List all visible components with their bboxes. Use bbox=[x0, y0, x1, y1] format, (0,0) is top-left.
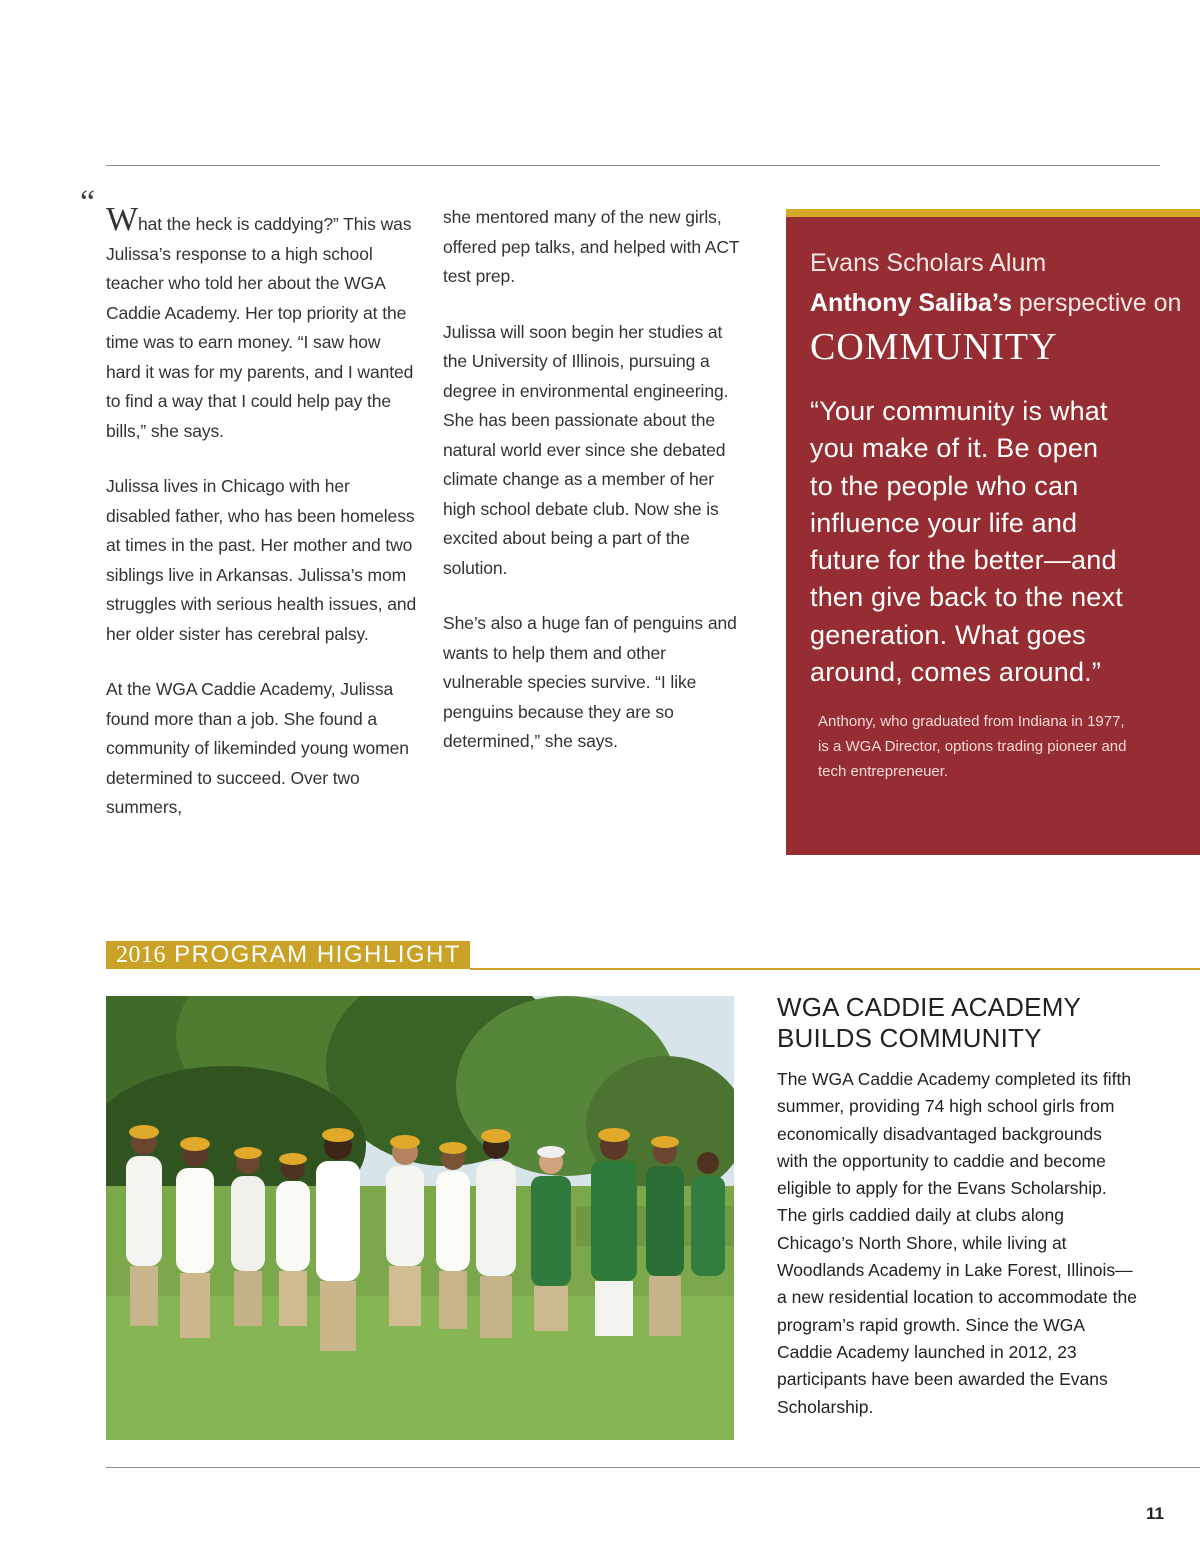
drop-cap: W bbox=[106, 201, 138, 238]
open-quote-mark: “ bbox=[80, 184, 96, 221]
article-paragraph-2: Julissa lives in Chicago with her disabled father, who has been homeless at times in the past. Her mother and two siblings live in Arkansas. Julissa’s mom struggles with serious health issues, and her older sister has cerebral palsy. bbox=[106, 476, 417, 644]
sidebar-intro: Evans Scholars Alum Anthony Saliba’s perspective on bbox=[810, 249, 1182, 317]
article-paragraph-3: At the WGA Caddie Academy, Julissa found more than a job. She found a community of likeminded young women determined to succeed. Over two summers, bbox=[106, 679, 409, 817]
sidebar-bio: Anthony, who graduated from Indiana in 1977, is a WGA Director, options trading pioneer and tech entrepreneuer. bbox=[818, 713, 1127, 780]
article-paragraph-4: she mentored many of the new girls, offered pep talks, and helped with ACT test prep. bbox=[443, 207, 740, 286]
page-number: 11 bbox=[1146, 1504, 1164, 1523]
highlight-rule bbox=[470, 968, 1200, 970]
program-highlight-tag bbox=[106, 941, 470, 969]
highlight-body: The WGA Caddie Academy completed its fifth summer, providing 74 high school girls from economically disadvantaged backgrounds with the opportunity to caddie and become eligible to apply for the Evans Scholarship. The girls caddied daily at clubs along Chicago’s North Shore, while living at Woodlands Academy in Lake Forest, Illinois—a new residential location to accommodate the program’s rapid growth. Since the WGA Caddie Academy launched in 2012, 23 participants have been awarded the Evans Scholarship. bbox=[777, 1069, 1137, 1417]
article-column-1 bbox=[106, 203, 418, 849]
alum-name: Anthony Saliba’s bbox=[810, 289, 1012, 317]
highlight-year: 2016 bbox=[116, 942, 166, 968]
bottom-rule bbox=[106, 1467, 1200, 1468]
article-paragraph-5: Julissa will soon begin her studies at the University of Illinois, pursuing a degree in environmental engineering. She has been passionate about the natural world ever since she debated climate change as a member of her high school debate club. Now she is excited about being a part of the solution. bbox=[443, 321, 729, 578]
sidebar-topic: COMMUNITY bbox=[810, 326, 1058, 368]
highlight-title: WGA CADDIE ACADEMY BUILDS COMMUNITY bbox=[777, 992, 1082, 1053]
highlight-label: PROGRAM HIGHLIGHT bbox=[166, 941, 462, 968]
top-rule bbox=[106, 165, 1160, 166]
article-paragraph-6: She’s also a huge fan of penguins and wants to help them and other vulnerable species survive. “I like penguins because they are so determined,” she says. bbox=[443, 613, 737, 751]
caddie-academy-photo bbox=[106, 996, 734, 1440]
article-column-2 bbox=[443, 203, 748, 783]
article-paragraph-1: What the heck is caddying?” This was Julissa’s response to a high school teacher who told her about the WGA Caddie Academy. Her top priority at the time was to earn money. “I saw how hard it was for my parents, and I wanted to find a way that I could help pay the bills,” she says. bbox=[106, 201, 414, 441]
sidebar-quote: “Your community is what you make of it. Be open to the people who can influence your life and future for the better—and then give back to the next generation. What goes around, comes around.” bbox=[810, 396, 1123, 688]
alum-perspective-sidebar bbox=[786, 209, 1200, 855]
